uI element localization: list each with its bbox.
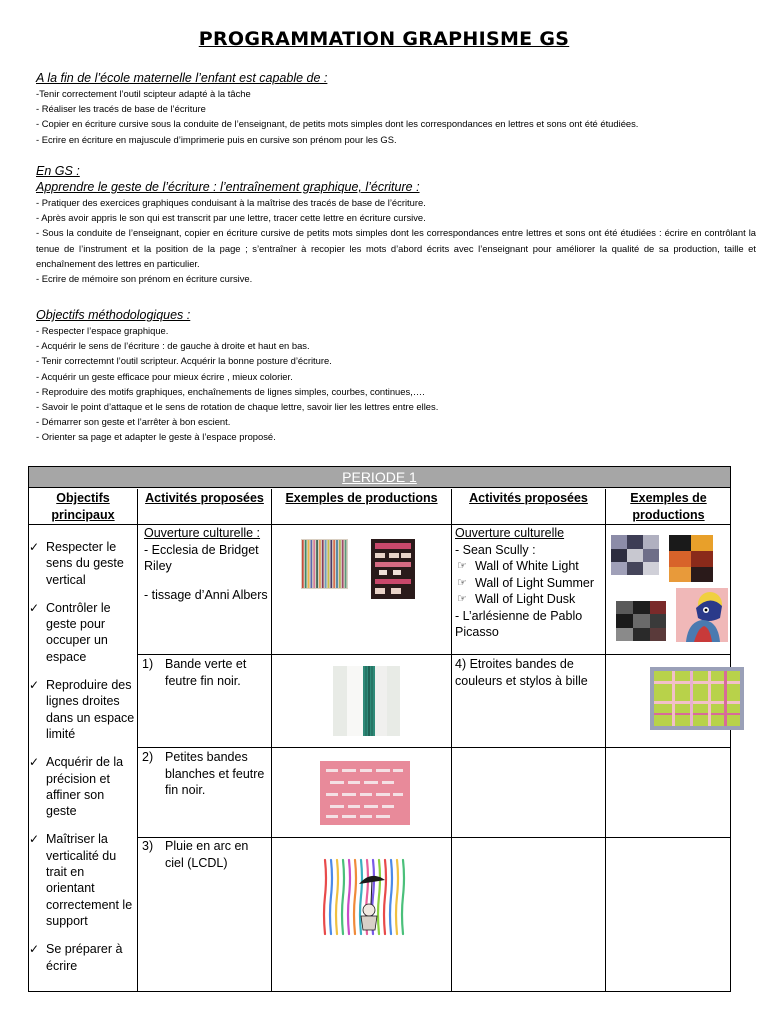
left-culture-line: - tissage d’Anni Albers [144,587,268,602]
narrow-bands-image [650,667,744,730]
methodo-item: - Tenir correctemnt l’outil scripteur. Acquérir la bonne posture d’écriture. [36,355,332,367]
objective-item [29,941,135,974]
objective-text: Respecter le sens du geste vertical [46,540,124,587]
intro-item: - Réaliser les tracés de base de l’écriture [36,103,206,115]
gs-item: - Sous la conduite de l’enseignant, copier en écriture cursive de petits mots simples dont les correspondances entre lettres et sons ont été étudiées : écrire en contrôlant la tenue de l’instrument et la position de la page ; s’entraîner à recopier les mots d’abord écrits avec l’enseignant pour améliorer la qualité de sa production, taille et enchaînement des lettres en particulier. [36,227,756,269]
column-divider [271,489,272,991]
left-culture-line: - Ecclesia de Bridget Riley [144,542,259,573]
pointing-hand-icon: ☞ [457,593,467,605]
small-white-bands-image [320,761,410,825]
work-item: ☞ Wall of White Light [457,559,579,573]
methodo-item: - Acquérir un geste efficace pour mieux écrire , mieux colorier. [36,370,293,382]
methodo-item: - Démarrer son geste et l’arrêter à bon escient. [36,416,231,428]
row-divider [137,654,730,655]
gs-heading: En GS : [36,164,80,178]
objective-item [29,600,135,665]
gs-subheading: Apprendre le geste de l’écriture : l’entraînement graphique, l’écriture : [36,180,420,194]
activity-text: Pluie en arc en ciel (LCDL) [165,839,249,870]
picasso-arlesienne-image [676,588,728,642]
objective-text: Maîtriser la verticalité du trait en orientant correctement le support [46,832,133,928]
riley-stripes-image [301,539,348,589]
objective-item [29,831,135,929]
check-icon: ✓ [29,600,40,615]
scully-white-light-image [611,535,659,575]
activity-2 [142,749,270,799]
gs-item: - Après avoir appris le son qui est transcrit par une lettre, tracer cette lettre en écriture cursive. [36,212,426,224]
page-title: PROGRAMMATION GRAPHISME GS [198,28,570,50]
objective-item [29,539,135,588]
row-divider [137,747,730,748]
header-activites-1: Activités proposées [145,491,264,505]
check-icon: ✓ [29,832,40,847]
check-icon: ✓ [29,678,40,693]
left-culture-cell [144,525,269,603]
pointing-hand-icon: ☞ [457,576,467,589]
periode-header: PERIODE 1 [29,467,730,488]
methodo-section [36,307,756,445]
header-exemples-2: Exemples de productions [630,491,707,522]
methodo-item: - Savoir le point d’attaque et le sens de rotation de chaque lettre, savoir lier les lettres entre elles. [36,401,439,413]
right-culture-line: - Sean Scully : [455,542,536,557]
activity-number: 3) [142,839,154,853]
objective-item [29,677,135,742]
methodo-item: - Acquérir le sens de l’écriture : de gauche à droite et haut en bas. [36,340,310,352]
activity-1 [142,656,270,689]
methodo-heading: Objectifs méthodologiques : [36,308,191,322]
pointing-hand-icon: ☞ [457,560,467,572]
periode-table [28,466,731,992]
objective-text: Se préparer à écrire [46,942,123,973]
methodo-item: - Respecter l’espace graphique. [36,325,169,336]
rainbow-rain-image [321,858,409,936]
activity-3 [142,838,270,871]
check-icon: ✓ [29,540,40,554]
intro-heading: A la fin de l’école maternelle l’enfant est capable de : [36,71,328,85]
intro-item: - Ecrire en écriture en majuscule d’imprimerie puis en cursive son prénom pour les GS. [36,133,397,145]
objective-text: Reproduire des lignes droites dans un espace limité [46,678,135,741]
objective-text: Acquérir de la précision et affiner son geste [46,755,124,819]
intro-item: - Copier en écriture cursive sous la conduite de l’enseignant, de petits mots simples dont les correspondances en lettres et sons ont été étudiées. [36,118,639,130]
activity-number: 2) [142,750,154,764]
header-exemples-1: Exemples de productions [285,491,438,505]
activity-4: 4) Etroites bandes de couleurs et stylos à bille [455,657,588,688]
albers-weaving-image [371,539,415,599]
methodo-item: - Reproduire des motifs graphiques, enchaînements de lignes simples, courbes, continues,…. [36,385,425,397]
objective-item [29,754,135,819]
intro-item: -Tenir correctement l’outil scipteur adapté à la tâche [36,88,251,99]
header-objectifs: Objectifs principaux [51,491,115,522]
objective-text: Contrôler le geste pour occuper un espace [46,600,111,664]
right-culture-cell [455,525,605,641]
gs-section [36,163,756,286]
check-icon: ✓ [29,942,40,957]
activity-text: Bande verte et feutre fin noir. [165,657,247,688]
objectives-list [29,539,135,986]
methodo-item: - Orienter sa page et adapter le geste à l’espace proposé. [36,431,276,443]
intro-section [36,70,756,147]
scully-summer-image [669,535,713,582]
activity-text: Petites bandes blanches et feutre fin noir. [165,750,265,797]
column-divider [137,489,138,991]
right-culture-line: - L’arlésienne de Pablo Picasso [455,608,583,639]
work-item: ☞ Wall of Light Summer [457,575,595,590]
work-item: ☞ Wall of Light Dusk [457,592,576,606]
scully-dusk-image [616,601,666,641]
activity-number: 1) [142,657,154,671]
right-culture-title: Ouverture culturelle [455,526,565,540]
green-band-image [333,666,400,736]
header-activites-2: Activités proposées [469,491,588,505]
column-divider [605,489,606,991]
left-culture-title: Ouverture culturelle : [144,526,261,540]
column-divider [451,489,452,991]
check-icon: ✓ [29,755,40,770]
gs-item: - Pratiquer des exercices graphiques conduisant à la maîtrise des tracés de base de l’écriture. [36,197,426,208]
gs-item: - Ecrire de mémoire son prénom en écriture cursive. [36,273,253,285]
